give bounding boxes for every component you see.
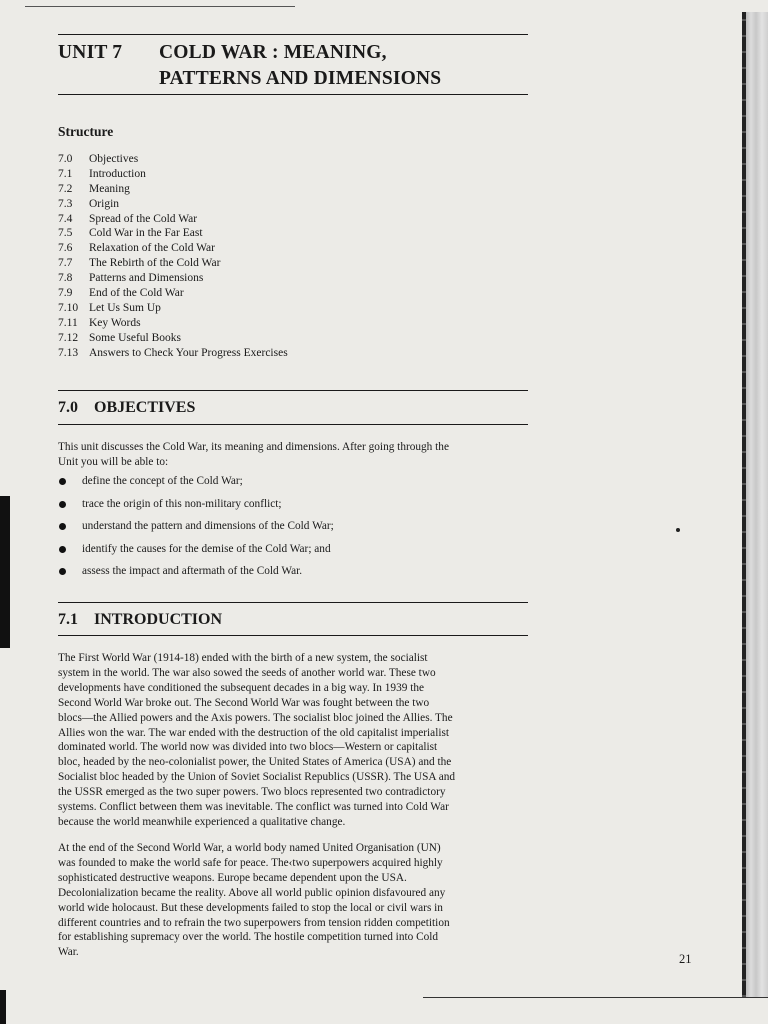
objective-text: define the concept of the Cold War; xyxy=(82,475,243,487)
objectives-heading xyxy=(58,399,195,417)
structure-item-number: 7.4 xyxy=(58,212,73,225)
structure-item-label: Spread of the Cold War xyxy=(89,212,198,225)
text-line: developments have conditioned the subsequent decades in a big way. In 1939 the xyxy=(58,681,425,694)
introduction-section-title: INTRODUCTION xyxy=(94,611,223,628)
objective-text: assess the impact and aftermath of the Cold War. xyxy=(82,565,303,578)
structure-item-number: 7.3 xyxy=(58,197,73,210)
structure-item-label: Origin xyxy=(89,197,120,210)
structure-item-number: 7.10 xyxy=(58,301,79,314)
text-line: different countries and to refrain the two superpowers from tension ridden competition xyxy=(58,916,450,929)
structure-item-label: Let Us Sum Up xyxy=(89,301,161,314)
text-line: War. xyxy=(58,946,79,959)
structure-item-number: 7.7 xyxy=(58,257,73,270)
structure-item-label: Answers to Check Your Progress Exercises xyxy=(89,346,288,359)
introduction-bottom-rule xyxy=(58,635,528,636)
page-number: 21 xyxy=(679,952,692,966)
bullet-icon xyxy=(59,568,66,575)
text-line: bloc, headed by the neo-colonialist power, the United States of America (USA) and the xyxy=(58,756,452,769)
text-line: The First World War (1914-18) ended with the birth of a new system, the socialist xyxy=(58,652,428,664)
structure-item-number: 7.5 xyxy=(58,227,73,240)
structure-item xyxy=(58,167,288,182)
text-line: was founded to make the world safe for peace. The‹two superpowers acquired highly xyxy=(58,856,443,869)
text-line: systems. Conflict between them was inevitable. The conflict was turned into Cold War xyxy=(58,801,449,814)
structure-item-label: Key Words xyxy=(89,316,141,329)
text-line: for establishing supremacy over the world. The hostile competition turned into Cold xyxy=(58,931,439,944)
text-line: because the world meanwhile experienced a qualitative change. xyxy=(58,815,346,828)
structure-item xyxy=(58,271,288,286)
text-line: Second World War broke out. The Second World War was fought between the two xyxy=(58,696,430,709)
structure-item-label: Some Useful Books xyxy=(89,331,181,344)
text-line: dominated world. The world now was divided into two blocs—Western or capitalist xyxy=(58,741,438,754)
structure-item-label: Meaning xyxy=(89,182,130,195)
text-line: At the end of the Second World War, a world body named United Organisation (UN) xyxy=(58,842,441,854)
structure-item-number: 7.0 xyxy=(58,153,73,165)
objective-text: understand the pattern and dimensions of the Cold War; xyxy=(82,520,334,533)
objectives-section-number: 7.0 xyxy=(58,399,78,416)
page-edge-shadow xyxy=(742,12,768,997)
introduction-heading xyxy=(58,611,222,629)
bullet-icon xyxy=(59,523,66,530)
objective-text: trace the origin of this non-military conflict; xyxy=(82,497,282,510)
structure-item xyxy=(58,286,288,301)
structure-item-label: Patterns and Dimensions xyxy=(89,272,204,285)
bullet-icon xyxy=(59,501,66,508)
structure-item-number: 7.11 xyxy=(58,316,78,329)
text-line: Socialist bloc headed by the Union of Soviet Socialist Republics (USSR). The USA and xyxy=(58,771,456,784)
title-top-rule xyxy=(58,34,528,35)
structure-item-number: 7.12 xyxy=(58,331,79,344)
structure-item xyxy=(58,152,288,167)
structure-item-label: Cold War in the Far East xyxy=(89,227,203,240)
structure-item-label: Introduction xyxy=(89,167,146,180)
structure-item xyxy=(58,256,288,271)
objective-text: identify the causes for the demise of the Cold War; and xyxy=(82,542,331,555)
structure-item-number: 7.6 xyxy=(58,242,73,255)
text-line: Unit you will be able to: xyxy=(58,455,169,468)
binding-shadow xyxy=(0,496,10,648)
structure-item xyxy=(58,331,288,346)
text-line: the USSR emerged as the two super powers. Two blocs represented two contradictory xyxy=(58,786,446,799)
structure-item xyxy=(58,212,288,227)
structure-heading: Structure xyxy=(58,124,114,139)
introduction-paragraph-1 xyxy=(58,651,528,830)
bullet-icon xyxy=(59,478,66,485)
structure-item xyxy=(58,197,288,212)
unit-number: UNIT 7 xyxy=(58,42,123,63)
bullet-icon xyxy=(59,546,66,553)
title-bottom-rule xyxy=(58,94,528,95)
structure-item-label: Relaxation of the Cold War xyxy=(89,242,215,255)
structure-item-label: Objectives xyxy=(89,153,139,165)
structure-item-number: 7.2 xyxy=(58,182,73,195)
structure-item xyxy=(58,182,288,197)
text-line: Decolonialization became the reality. Above all world public opinion disfavoured any xyxy=(58,886,446,899)
text-line: This unit discusses the Cold War, its meaning and dimensions. After going through the xyxy=(58,441,449,453)
introduction-paragraph-2 xyxy=(58,841,528,960)
structure-item-label: End of the Cold War xyxy=(89,287,184,300)
structure-item xyxy=(58,226,288,241)
structure-item xyxy=(58,301,288,316)
objectives-bottom-rule xyxy=(58,424,528,425)
introduction-top-rule xyxy=(58,602,528,603)
structure-item-label: The Rebirth of the Cold War xyxy=(89,257,221,270)
structure-item xyxy=(58,346,288,361)
text-line: blocs—the Allied powers and the Axis powers. The socialist bloc joined the Allies. The xyxy=(58,711,453,724)
structure-item-number: 7.9 xyxy=(58,287,73,300)
scan-speck xyxy=(676,528,680,532)
structure-list xyxy=(58,152,288,360)
structure-item xyxy=(58,316,288,331)
structure-item-number: 7.13 xyxy=(58,346,79,359)
unit-title-line-2: PATTERNS AND DIMENSIONS xyxy=(159,68,442,89)
text-line: world wide holocaust. But these developments failed to stop the local or civil wars in xyxy=(58,901,443,914)
introduction-section-number: 7.1 xyxy=(58,611,78,628)
bottom-scan-rule xyxy=(423,997,768,998)
structure-item-number: 7.1 xyxy=(58,167,73,180)
top-scan-rule xyxy=(25,6,295,7)
structure-item xyxy=(58,241,288,256)
unit-title-line-1: COLD WAR : MEANING, xyxy=(159,42,387,63)
text-line: Allies won the war. The war ended with the destruction of the old capitalist imperialist xyxy=(58,726,450,739)
binding-shadow-lower xyxy=(0,990,6,1024)
text-line: system in the world. The war also sowed the seeds of another world war. These two xyxy=(58,666,436,679)
objectives-section-title: OBJECTIVES xyxy=(94,399,196,416)
text-line: sophisticated destructive weapons. Europe became dependent upon the USA. xyxy=(58,871,407,884)
objectives-intro xyxy=(58,440,528,470)
structure-item-number: 7.8 xyxy=(58,272,73,285)
objectives-top-rule xyxy=(58,390,528,391)
